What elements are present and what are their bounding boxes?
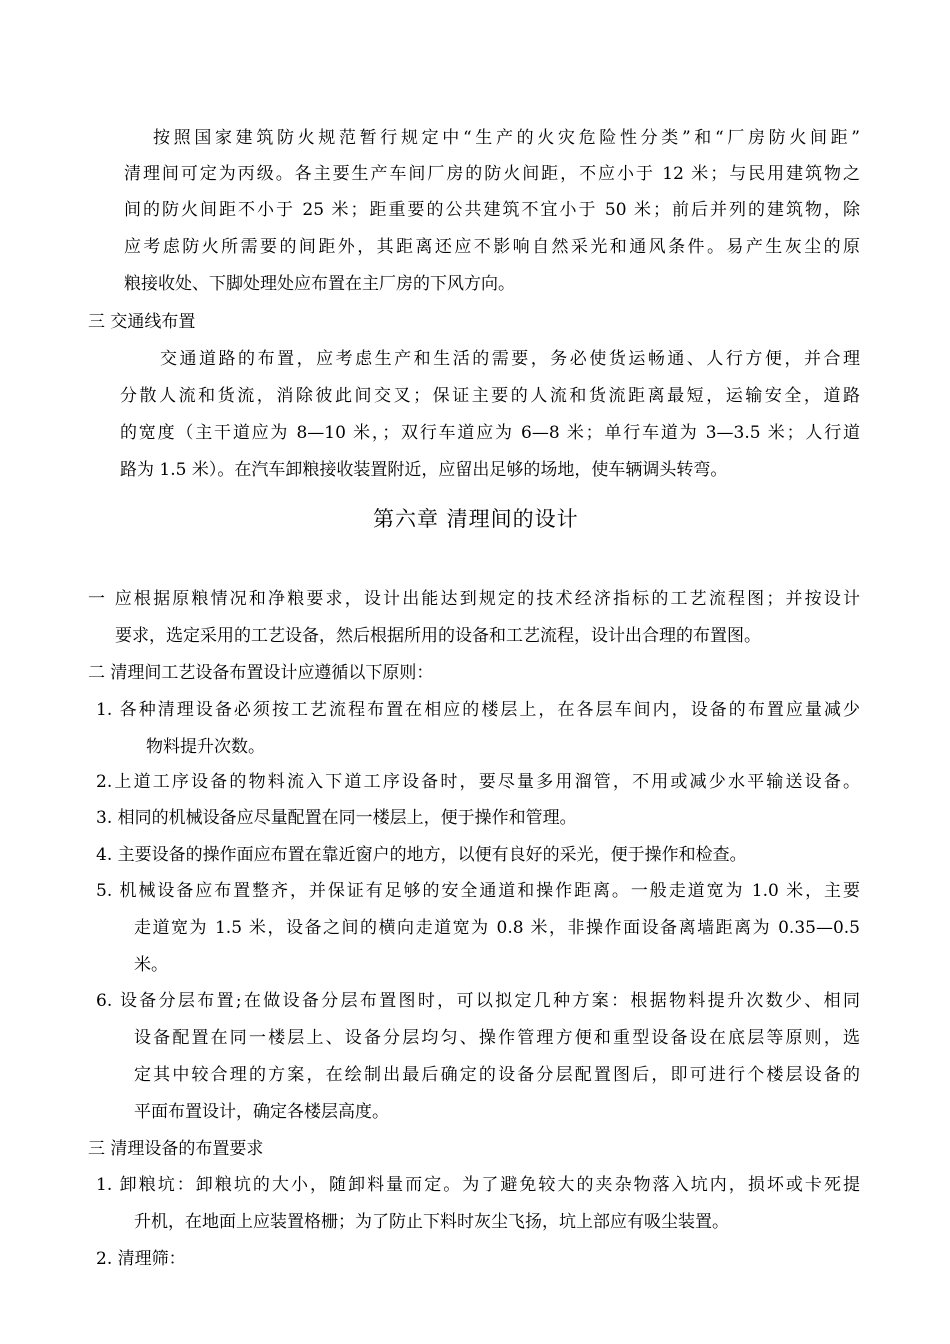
chapter-section-3-title: 三 清理设备的布置要求 bbox=[88, 1139, 264, 1159]
paragraph-1-line-5: 粮接收处、下脚处理处应布置在主厂房的下风方向。 bbox=[124, 274, 515, 294]
paragraph-2-line-4: 路为 1.5 米）。在汽车卸粮接收装置附近，应留出足够的场地，使车辆调头转弯。 bbox=[120, 460, 728, 480]
requirement-1-line-2: 升机，在地面上应装置格栅；为了防止下料时灰尘飞扬，坑上部应有吸尘装置。 bbox=[134, 1212, 729, 1232]
chapter-section-1-line-1: 一 应根据原粮情况和净粮要求，设计出能达到规定的技术经济指标的工艺流程图；并按设计 bbox=[88, 589, 860, 609]
paragraph-1-line-2: 清理间可定为丙级。各主要生产车间厂房的防火间距，不应小于 12 米；与民用建筑物之 bbox=[124, 164, 860, 184]
paragraph-2-line-2: 分散人流和货流，消除彼此间交叉；保证主要的人流和货流距离最短，运输安全，道路 bbox=[120, 386, 860, 406]
paragraph-2-line-3: 的宽度（主干道应为 8—10 米，；双行车道应为 6—8 米；单行车道为 3—3.5 米；人行道 bbox=[120, 423, 860, 443]
item-5-line-2: 走道宽为 1.5 米，设备之间的横向走道宽为 0.8 米，非操作面设备离墙距离为 0.35—0.5 bbox=[134, 918, 860, 938]
paragraph-2-line-1: 交通道路的布置，应考虑生产和生活的需要，务必使货运畅通、人行方便，并合理 bbox=[160, 349, 860, 369]
item-3-line-1: 3. 相同的机械设备应尽量配置在同一楼层上，便于操作和管理。 bbox=[96, 808, 577, 828]
paragraph-1-line-3: 间的防火间距不小于 25 米；距重要的公共建筑不宜小于 50 米；前后并列的建筑物，除 bbox=[124, 200, 860, 220]
chapter-section-2-title: 二 清理间工艺设备布置设计应遵循以下原则： bbox=[88, 663, 434, 683]
item-5-line-1: 5. 机械设备应布置整齐，并保证有足够的安全通道和操作距离。一般走道宽为 1.0 米，主要 bbox=[96, 881, 860, 901]
item-6-line-2: 设备配置在同一楼层上、设备分层均匀、操作管理方便和重型设备设在底层等原则，选 bbox=[134, 1028, 860, 1048]
item-6-line-1: 6. 设备分层布置;在做设备分层布置图时，可以拟定几种方案：根据物料提升次数少、相同 bbox=[96, 991, 860, 1011]
chapter-title: 第六章 清理间的设计 bbox=[373, 507, 579, 531]
item-5-line-3: 米。 bbox=[134, 955, 168, 975]
item-1-line-1: 1. 各种清理设备必须按工艺流程布置在相应的楼层上，在各层车间内，设备的布置应量减少 bbox=[96, 700, 860, 720]
item-2-line-1: 2.上道工序设备的物料流入下道工序设备时，要尽量多用溜管，不用或减少水平输送设备。 bbox=[96, 772, 860, 792]
paragraph-1-line-4: 应考虑防火所需要的间距外，其距离还应不影响自然采光和通风条件。易产生灰尘的原 bbox=[124, 237, 860, 257]
requirement-1-line-1: 1. 卸粮坑：卸粮坑的大小，随卸料量而定。为了避免较大的夹杂物落入坑内，损坏或卡死提 bbox=[96, 1175, 860, 1195]
paragraph-1-line-1: 按照国家建筑防火规范暂行规定中“生产的火灾危险性分类”和“厂房防火间距” bbox=[153, 128, 860, 148]
item-6-line-4: 平面布置设计，确定各楼层高度。 bbox=[134, 1102, 389, 1122]
section-three-title: 三 交通线布置 bbox=[88, 312, 196, 332]
requirement-2-line-1: 2. 清理筛： bbox=[96, 1249, 186, 1269]
item-1-line-2: 物料提升次数。 bbox=[146, 737, 265, 757]
item-6-line-3: 定其中较合理的方案，在绘制出最后确定的设备分层配置图后，即可进行个楼层设备的 bbox=[134, 1065, 860, 1085]
chapter-section-1-line-2: 要求，选定采用的工艺设备，然后根据所用的设备和工艺流程，设计出合理的布置图。 bbox=[115, 626, 761, 646]
item-4-line-1: 4. 主要设备的操作面应布置在靠近窗户的地方，以便有良好的采光，便于操作和检查。 bbox=[96, 845, 747, 865]
